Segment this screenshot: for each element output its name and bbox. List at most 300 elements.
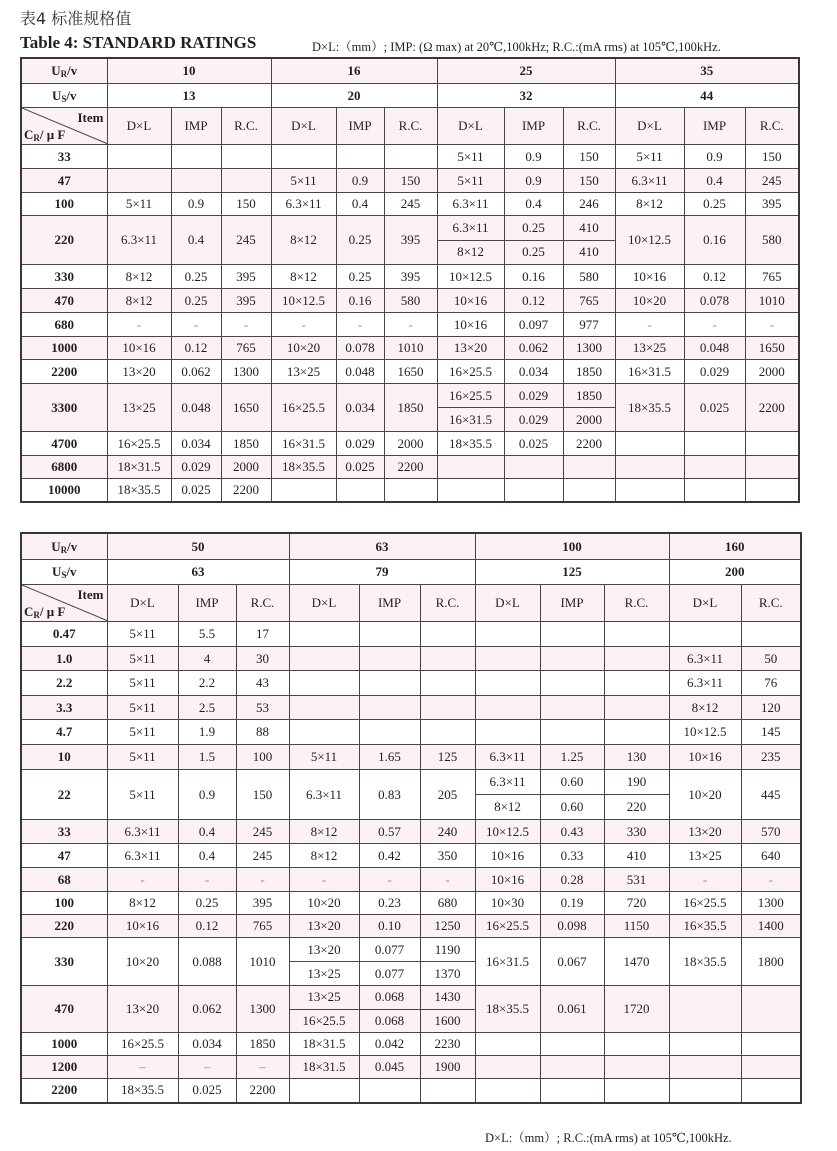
- impedance-cell: 0.077: [359, 962, 420, 986]
- capacitance-value: 1000: [21, 337, 107, 360]
- dimension-cell: [475, 622, 540, 647]
- impedance-cell: 0.25: [178, 892, 236, 915]
- ripple-current-cell: 1850: [563, 384, 615, 408]
- dimension-cell: 16×31.5: [475, 938, 540, 986]
- table-row: [21, 289, 799, 313]
- capacitance-value: 220: [21, 216, 107, 265]
- ratings-table-2: [20, 532, 802, 1104]
- dimension-cell: 16×25.5: [107, 1033, 178, 1056]
- ripple-current-cell: [741, 1056, 801, 1079]
- impedance-cell: [359, 671, 420, 696]
- ripple-current-cell: 205: [420, 770, 475, 820]
- dimension-cell: 16×31.5: [615, 360, 684, 384]
- ripple-current-cell: 1600: [420, 1009, 475, 1033]
- dimension-cell: [669, 1033, 741, 1056]
- ripple-current-cell: [604, 647, 669, 671]
- dimension-cell: 5×11: [271, 169, 336, 193]
- col-header-dxl: D×L: [271, 108, 336, 145]
- dimension-cell: 16×25.5: [669, 892, 741, 915]
- ripple-current-cell: 531: [604, 868, 669, 892]
- ripple-current-cell: [604, 671, 669, 696]
- ur-label: [21, 533, 107, 560]
- impedance-cell: 0.025: [336, 456, 384, 479]
- impedance-cell: 0.4: [504, 193, 563, 216]
- dimension-cell: [669, 1056, 741, 1079]
- ripple-current-cell: 395: [221, 265, 271, 289]
- col-header-imp: IMP: [684, 108, 745, 145]
- units-note: D×L:（mm）; IMP: (Ω max) at 20℃,100kHz; R.C.:(mA rms) at 105℃,100kHz.: [312, 40, 721, 54]
- impedance-cell: 4: [178, 647, 236, 671]
- impedance-cell: 0.097: [504, 313, 563, 337]
- dimension-cell: 5×11: [615, 145, 684, 169]
- ripple-current-cell: 570: [741, 820, 801, 844]
- ripple-current-cell: [745, 432, 799, 456]
- ripple-current-cell: 765: [236, 915, 289, 938]
- dimension-cell: [437, 456, 504, 479]
- impedance-cell: 0.25: [504, 240, 563, 265]
- ur-symbol: U: [51, 538, 61, 554]
- surge-voltage-value: 125: [475, 560, 669, 585]
- impedance-cell: 0.12: [504, 289, 563, 313]
- capacitance-value: 33: [21, 145, 107, 169]
- impedance-cell: [336, 479, 384, 502]
- col-header-dxl: D×L: [437, 108, 504, 145]
- ripple-current-cell: 245: [221, 216, 271, 265]
- dimension-cell: 5×11: [107, 647, 178, 671]
- dimension-cell: [475, 1056, 540, 1079]
- ripple-current-cell: 100: [236, 745, 289, 770]
- dimension-cell: 13×25: [107, 384, 171, 432]
- dimension-cell: 6.3×11: [615, 169, 684, 193]
- dimension-cell: 5×11: [437, 145, 504, 169]
- col-header-imp: IMP: [171, 108, 221, 145]
- dimension-cell: 16×25.5: [271, 384, 336, 432]
- dimension-cell: 10×20: [669, 770, 741, 820]
- ripple-current-cell: 53: [236, 696, 289, 720]
- surge-voltage-value: 20: [271, 84, 437, 108]
- dimension-cell: 18×31.5: [289, 1033, 359, 1056]
- capacitance-value: 47: [21, 844, 107, 868]
- ripple-current-cell: 2200: [221, 479, 271, 502]
- col-header-imp: IMP: [336, 108, 384, 145]
- impedance-cell: -: [684, 313, 745, 337]
- cr-subscript: R: [33, 133, 40, 143]
- us-unit: /v: [66, 564, 77, 579]
- ripple-current-cell: 1010: [384, 337, 437, 360]
- col-header-rc: R.C.: [384, 108, 437, 145]
- surge-voltage-value: 44: [615, 84, 799, 108]
- impedance-cell: 0.12: [178, 915, 236, 938]
- impedance-cell: 0.16: [336, 289, 384, 313]
- impedance-cell: 0.025: [684, 384, 745, 432]
- dimension-cell: 16×25.5: [289, 1009, 359, 1033]
- impedance-cell: –: [178, 1056, 236, 1079]
- impedance-cell: 0.33: [540, 844, 604, 868]
- impedance-cell: [359, 720, 420, 745]
- surge-voltage-value: 32: [437, 84, 615, 108]
- impedance-cell: 0.9: [504, 169, 563, 193]
- capacitance-value: 2.2: [21, 671, 107, 696]
- impedance-cell: 0.4: [171, 216, 221, 265]
- ripple-current-cell: 1010: [745, 289, 799, 313]
- col-header-rc: R.C.: [563, 108, 615, 145]
- impedance-cell: 0.25: [684, 193, 745, 216]
- col-header-rc: R.C.: [741, 585, 801, 622]
- impedance-cell: 0.4: [336, 193, 384, 216]
- impedance-cell: 0.28: [540, 868, 604, 892]
- dimension-cell: 18×35.5: [437, 432, 504, 456]
- impedance-cell: [540, 1033, 604, 1056]
- us-unit: /v: [66, 87, 77, 103]
- dimension-cell: 16×31.5: [437, 408, 504, 432]
- dimension-cell: 18×35.5: [475, 986, 540, 1033]
- dimension-cell: [475, 671, 540, 696]
- table-row: [21, 432, 799, 456]
- ripple-current-cell: 977: [563, 313, 615, 337]
- capacitance-value: 2200: [21, 1079, 107, 1103]
- ripple-current-cell: 2230: [420, 1033, 475, 1056]
- rated-voltage-row: [21, 533, 801, 560]
- impedance-cell: 1.9: [178, 720, 236, 745]
- ripple-current-cell: [604, 696, 669, 720]
- dimension-cell: [107, 145, 171, 169]
- ripple-current-cell: 1430: [420, 986, 475, 1010]
- impedance-cell: 0.062: [504, 337, 563, 360]
- impedance-cell: 0.034: [336, 384, 384, 432]
- impedance-cell: 0.029: [684, 360, 745, 384]
- ripple-current-cell: 720: [604, 892, 669, 915]
- cr-unit: / μ F: [39, 127, 66, 142]
- table-row: [21, 337, 799, 360]
- dimension-cell: 13×20: [437, 337, 504, 360]
- impedance-cell: 0.25: [336, 265, 384, 289]
- capacitance-value: 470: [21, 289, 107, 313]
- impedance-cell: 0.048: [171, 384, 221, 432]
- impedance-cell: 1.65: [359, 745, 420, 770]
- capacitance-value: 10: [21, 745, 107, 770]
- cr-symbol: C: [24, 127, 34, 142]
- dimension-cell: -: [107, 313, 171, 337]
- ripple-current-cell: 1900: [420, 1056, 475, 1079]
- ripple-current-cell: [745, 456, 799, 479]
- dimension-cell: 13×20: [107, 986, 178, 1033]
- capacitance-value: 680: [21, 313, 107, 337]
- impedance-cell: 0.19: [540, 892, 604, 915]
- table-row: [21, 745, 801, 770]
- ripple-current-cell: 580: [745, 216, 799, 265]
- item-label: Item: [77, 587, 104, 602]
- ripple-current-cell: [420, 696, 475, 720]
- ur-subscript: R: [60, 69, 68, 79]
- ur-label: [21, 58, 107, 84]
- dimension-cell: 8×12: [271, 216, 336, 265]
- dimension-cell: 18×35.5: [271, 456, 336, 479]
- ripple-current-cell: -: [236, 868, 289, 892]
- ripple-current-cell: 765: [563, 289, 615, 313]
- ripple-current-cell: [221, 145, 271, 169]
- dimension-cell: 10×12.5: [437, 265, 504, 289]
- ripple-current-cell: 2000: [745, 360, 799, 384]
- dimension-cell: 13×20: [669, 820, 741, 844]
- cr-subscript: R: [33, 610, 40, 620]
- ripple-current-cell: [420, 1079, 475, 1103]
- dimension-cell: 8×12: [107, 892, 178, 915]
- dimension-cell: 10×16: [107, 337, 171, 360]
- capacitance-value: 470: [21, 986, 107, 1033]
- dimension-cell: [669, 622, 741, 647]
- ripple-current-cell: 330: [604, 820, 669, 844]
- ripple-current-cell: 1650: [745, 337, 799, 360]
- dimension-cell: 18×35.5: [107, 1079, 178, 1103]
- impedance-cell: [684, 456, 745, 479]
- capacitance-value: 1.0: [21, 647, 107, 671]
- impedance-cell: 0.4: [178, 844, 236, 868]
- impedance-cell: 0.034: [171, 432, 221, 456]
- impedance-cell: [359, 622, 420, 647]
- rated-voltage-value: 25: [437, 58, 615, 84]
- impedance-cell: [540, 671, 604, 696]
- ur-unit: /v: [67, 538, 78, 554]
- dimension-cell: 5×11: [107, 720, 178, 745]
- ripple-current-cell: [420, 671, 475, 696]
- impedance-cell: -: [359, 868, 420, 892]
- dimension-cell: [271, 479, 336, 502]
- us-subscript: S: [61, 93, 67, 104]
- ripple-current-cell: 580: [563, 265, 615, 289]
- impedance-cell: 0.029: [336, 432, 384, 456]
- ripple-current-cell: [420, 647, 475, 671]
- impedance-cell: 0.048: [336, 360, 384, 384]
- impedance-cell: -: [171, 313, 221, 337]
- ripple-current-cell: 1010: [236, 938, 289, 986]
- chinese-title: 表4 标准规格值: [20, 9, 132, 28]
- dimension-cell: 6.3×11: [669, 671, 741, 696]
- impedance-cell: [504, 456, 563, 479]
- ripple-current-cell: 1300: [236, 986, 289, 1033]
- ratings-table-1: [20, 57, 800, 503]
- impedance-cell: 0.16: [684, 216, 745, 265]
- table-title: Table 4: STANDARD RATINGS: [20, 33, 257, 52]
- cr-label: [24, 127, 65, 143]
- ripple-current-cell: 2000: [563, 408, 615, 432]
- ripple-current-cell: 2000: [384, 432, 437, 456]
- ripple-current-cell: 220: [604, 795, 669, 820]
- ripple-current-cell: [221, 169, 271, 193]
- ripple-current-cell: [384, 145, 437, 169]
- dimension-cell: 10×16: [615, 265, 684, 289]
- dimension-cell: 8×12: [615, 193, 684, 216]
- col-header-dxl: D×L: [289, 585, 359, 622]
- impedance-cell: [359, 647, 420, 671]
- capacitance-value: 220: [21, 915, 107, 938]
- dimension-cell: 8×12: [437, 240, 504, 265]
- ur-unit: /v: [67, 63, 78, 78]
- dimension-cell: [289, 647, 359, 671]
- dimension-cell: [271, 145, 336, 169]
- ripple-current-cell: [384, 479, 437, 502]
- capacitance-value: 330: [21, 938, 107, 986]
- dimension-cell: 10×16: [107, 915, 178, 938]
- impedance-cell: 0.029: [504, 408, 563, 432]
- dimension-cell: [615, 456, 684, 479]
- us-symbol: U: [51, 87, 62, 103]
- impedance-cell: 0.042: [359, 1033, 420, 1056]
- ripple-current-cell: –: [236, 1056, 289, 1079]
- dimension-cell: [615, 479, 684, 502]
- dimension-cell: 10×16: [475, 868, 540, 892]
- table-row: [21, 986, 801, 1010]
- table-row: [21, 671, 801, 696]
- ripple-current-cell: 765: [221, 337, 271, 360]
- ripple-current-cell: 1400: [741, 915, 801, 938]
- ripple-current-cell: [741, 1079, 801, 1103]
- dimension-cell: -: [107, 868, 178, 892]
- ur-symbol: U: [51, 63, 61, 78]
- dimension-cell: 5×11: [289, 745, 359, 770]
- dimension-cell: 10×12.5: [615, 216, 684, 265]
- rated-voltage-value: 35: [615, 58, 799, 84]
- ripple-current-cell: -: [384, 313, 437, 337]
- ripple-current-cell: 1190: [420, 938, 475, 962]
- dimension-cell: 6.3×11: [437, 216, 504, 241]
- dimension-cell: 10×20: [615, 289, 684, 313]
- ripple-current-cell: 640: [741, 844, 801, 868]
- ripple-current-cell: 1470: [604, 938, 669, 986]
- dimension-cell: -: [289, 868, 359, 892]
- dimension-cell: 8×12: [107, 289, 171, 313]
- footer-units-note: D×L:（mm）; R.C.:(mA rms) at 105℃,100kHz.: [485, 1131, 732, 1145]
- impedance-cell: 0.034: [504, 360, 563, 384]
- impedance-cell: 0.045: [359, 1056, 420, 1079]
- dimension-cell: 18×31.5: [107, 456, 171, 479]
- dimension-cell: 18×35.5: [107, 479, 171, 502]
- impedance-cell: 0.029: [504, 384, 563, 408]
- us-subscript: S: [61, 570, 67, 580]
- impedance-cell: [359, 1079, 420, 1103]
- ripple-current-cell: 240: [420, 820, 475, 844]
- dimension-cell: 8×12: [289, 844, 359, 868]
- ripple-current-cell: 43: [236, 671, 289, 696]
- rated-voltage-value: 50: [107, 533, 289, 560]
- ripple-current-cell: 395: [384, 216, 437, 265]
- dimension-cell: -: [615, 313, 684, 337]
- capacitance-value: 100: [21, 892, 107, 915]
- dimension-cell: -: [669, 868, 741, 892]
- ripple-current-cell: 1650: [384, 360, 437, 384]
- impedance-cell: 0.16: [504, 265, 563, 289]
- ripple-current-cell: -: [745, 313, 799, 337]
- surge-voltage-row: [21, 84, 799, 108]
- dimension-cell: [289, 1079, 359, 1103]
- ripple-current-cell: 1850: [563, 360, 615, 384]
- dimension-cell: 10×20: [289, 892, 359, 915]
- table-row: [21, 384, 799, 408]
- rated-voltage-value: 160: [669, 533, 801, 560]
- impedance-cell: 0.9: [171, 193, 221, 216]
- impedance-cell: [540, 1056, 604, 1079]
- capacitance-value: 4.7: [21, 720, 107, 745]
- ripple-current-cell: 150: [221, 193, 271, 216]
- dimension-cell: [475, 1033, 540, 1056]
- table-row: [21, 169, 799, 193]
- column-header-row: [21, 585, 801, 622]
- impedance-cell: [540, 720, 604, 745]
- ripple-current-cell: [741, 986, 801, 1033]
- impedance-cell: 0.25: [171, 289, 221, 313]
- dimension-cell: 8×12: [669, 696, 741, 720]
- ripple-current-cell: 395: [236, 892, 289, 915]
- dimension-cell: 13×20: [107, 360, 171, 384]
- dimension-cell: 13×25: [289, 986, 359, 1010]
- capacitance-value: 1200: [21, 1056, 107, 1079]
- impedance-cell: 0.60: [540, 795, 604, 820]
- dimension-cell: 8×12: [271, 265, 336, 289]
- dimension-cell: [437, 479, 504, 502]
- dimension-cell: 10×20: [271, 337, 336, 360]
- impedance-cell: 0.098: [540, 915, 604, 938]
- dimension-cell: 10×12.5: [475, 820, 540, 844]
- dimension-cell: [289, 720, 359, 745]
- ripple-current-cell: 30: [236, 647, 289, 671]
- dimension-cell: 6.3×11: [475, 745, 540, 770]
- dimension-cell: 8×12: [475, 795, 540, 820]
- ripple-current-cell: 17: [236, 622, 289, 647]
- dimension-cell: -: [271, 313, 336, 337]
- ripple-current-cell: 145: [741, 720, 801, 745]
- ripple-current-cell: 410: [563, 240, 615, 265]
- ripple-current-cell: [604, 1033, 669, 1056]
- dimension-cell: 6.3×11: [107, 216, 171, 265]
- dimension-cell: [615, 432, 684, 456]
- dimension-cell: 6.3×11: [475, 770, 540, 795]
- dimension-cell: 10×12.5: [669, 720, 741, 745]
- table-row: [21, 1056, 801, 1079]
- ripple-current-cell: 150: [563, 169, 615, 193]
- ripple-current-cell: [604, 1056, 669, 1079]
- dimension-cell: –: [107, 1056, 178, 1079]
- ripple-current-cell: [741, 622, 801, 647]
- ripple-current-cell: 1150: [604, 915, 669, 938]
- impedance-cell: 5.5: [178, 622, 236, 647]
- rated-voltage-row: [21, 58, 799, 84]
- surge-voltage-row: [21, 560, 801, 585]
- ripple-current-cell: 350: [420, 844, 475, 868]
- col-header-dxl: D×L: [107, 108, 171, 145]
- ripple-current-cell: 2200: [384, 456, 437, 479]
- impedance-cell: 0.061: [540, 986, 604, 1033]
- ripple-current-cell: 1800: [741, 938, 801, 986]
- dimension-cell: 16×25.5: [437, 384, 504, 408]
- dimension-cell: 16×25.5: [107, 432, 171, 456]
- impedance-cell: 0.068: [359, 1009, 420, 1033]
- impedance-cell: 0.25: [171, 265, 221, 289]
- impedance-cell: 0.12: [684, 265, 745, 289]
- ripple-current-cell: 1300: [221, 360, 271, 384]
- capacitance-value: 330: [21, 265, 107, 289]
- capacitance-value: 68: [21, 868, 107, 892]
- col-header-imp: IMP: [178, 585, 236, 622]
- impedance-cell: 0.077: [359, 938, 420, 962]
- table-row: [21, 216, 799, 241]
- capacitance-value: 4700: [21, 432, 107, 456]
- ripple-current-cell: 246: [563, 193, 615, 216]
- dimension-cell: 6.3×11: [107, 820, 178, 844]
- impedance-cell: 0.9: [336, 169, 384, 193]
- table-row: [21, 265, 799, 289]
- rated-voltage-value: 16: [271, 58, 437, 84]
- ripple-current-cell: 680: [420, 892, 475, 915]
- impedance-cell: 0.4: [178, 820, 236, 844]
